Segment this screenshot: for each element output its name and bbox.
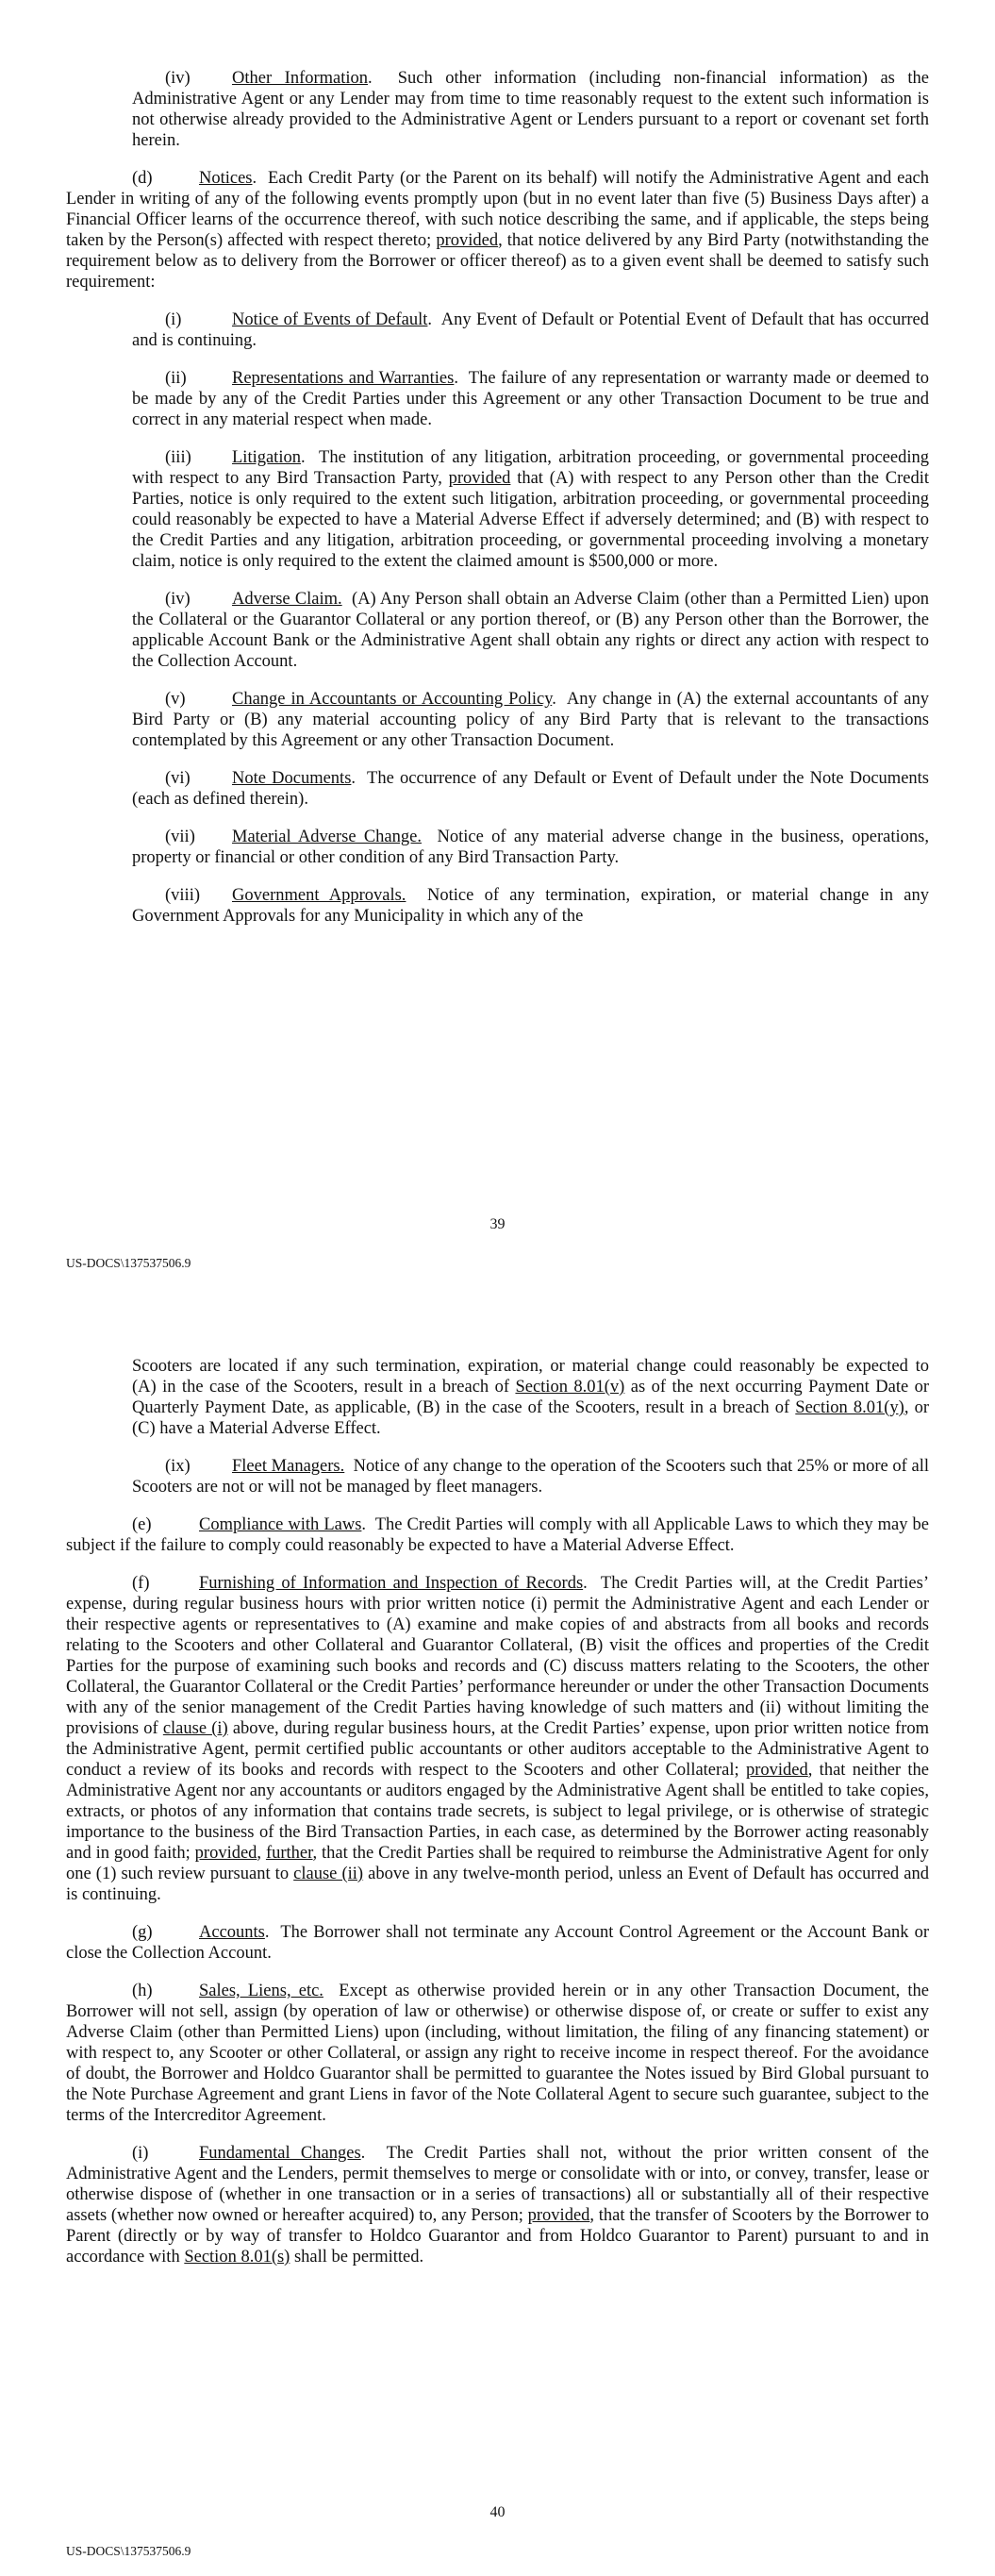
text-run: . The Credit Parties will comply with all Applicable Laws to which they may be subject if the failure to comply could reasonably be expected to have a Material Adverse Effect.: [66, 1515, 929, 1555]
underlined-text: provided: [436, 231, 499, 250]
underlined-text: Furnishing of Information and Inspection of Records: [199, 1574, 584, 1593]
document-id-footer: US-DOCS\137537506.9: [66, 1256, 191, 1270]
underlined-text: Compliance with Laws: [199, 1515, 362, 1534]
text-run: . Any Event of Default or Potential Event of Default that has occurred and is continuing.: [132, 310, 929, 350]
text-run: . The Credit Parties shall not, without the prior written consent of the Administrative Agent and the Lenders, permit themselves to merge or consolidate with or into, or convey, transfer, lease or otherwise dispose of (whether in one transaction or in a series of transactions) all or substantially all of their respective assets (whether now owned or hereafter acquired) to, any Person;: [66, 2144, 929, 2225]
text-run: Notice of any material adverse change in the business, operations, property or financial or other condition of any Bird Transaction Party.: [132, 828, 929, 867]
text-run: , that the transfer of Scooters by the Borrower to Parent (directly or by way of transfer to Holdco Guarantor and from Holdco Guarantor to Parent) pursuant to and in accordance with: [66, 2206, 929, 2267]
text-run: , that the Credit Parties shall be required to reimburse the Administrative Agent for only one (1) such review pursuant to: [66, 1844, 929, 1883]
text-run: Except as otherwise provided herein or in any other Transaction Document, the Borrower will not sell, assign (by operation of law or otherwise) or otherwise dispose of, or create or suffer to exist any Adverse Claim (other than Permitted Liens) upon (including, without limitation, the filing of any financing statement) or with respect to, any Scooter or other Collateral, or assign any right to receive income in respect thereof. For the avoidance of doubt, the Borrower and Holdco Guarantor shall be permitted to guarantee the Notes issued by Bird Global pursuant to the Note Purchase Agreement and grant Liens in favor of the Note Collateral Agent to secure such guarantee, subject to the terms of the Intercreditor Agreement.: [66, 1982, 929, 2125]
underlined-text: provided: [527, 2206, 590, 2225]
clause-label: (iii): [165, 448, 191, 467]
text-run: . The occurrence of any Default or Event of Default under the Note Documents (each as defined therein).: [132, 769, 929, 809]
clause-label: (i): [165, 310, 182, 329]
underlined-text: Section 8.01(v): [515, 1378, 625, 1397]
paragraph: [132, 447, 929, 572]
underlined-text: Change in Accountants or Accounting Policy: [232, 690, 553, 709]
clause-label: (ii): [165, 369, 187, 388]
text-run: . Such other information (including non-financial information) as the Administrative Agent or any Lender may from time to time reasonably request to the extent such information is not otherwise already provided to the Administrative Agent or Lenders pursuant to a report or covenant set forth herein.: [132, 69, 929, 150]
text-run: , that notice delivered by any Bird Party (notwithstanding the requirement below as to delivery from the Borrower or officer thereof) as to a given event shall be deemed to satisfy such requirement:: [66, 231, 929, 292]
underlined-text: clause (ii): [293, 1865, 364, 1883]
text-run: shall be permitted.: [290, 2248, 424, 2267]
underlined-text: Notices: [199, 169, 253, 188]
text-run: as of the next occurring Payment Date or Quarterly Payment Date, as applicable, (B) in the case of the Scooters, result in a breach of: [132, 1378, 930, 1417]
text-run: (A) Any Person shall obtain an Adverse Claim (other than a Permitted Lien) upon the Collateral or the Guarantor Collateral or any portion thereof, or (B) any Person other than the Borrower, the applicable Account Bank or the Administrative Agent shall obtain any rights or direct any action with respect to the Collection Account.: [132, 590, 929, 671]
document-id-footer: US-DOCS\137537506.9: [66, 2544, 191, 2558]
clause-label: (g): [132, 1923, 153, 1942]
underlined-text: provided: [745, 1761, 808, 1780]
text-run: . The Borrower shall not terminate any Account Control Agreement or the Account Bank or close the Collection Account.: [66, 1923, 929, 1963]
underlined-text: Representations and Warranties: [232, 369, 455, 388]
text-run: . The institution of any litigation, arbitration proceeding, or governmental proceeding with respect to any Bird Transaction Party,: [132, 448, 929, 488]
paragraph: [132, 589, 929, 672]
paragraph: [66, 1573, 929, 1905]
paragraph: [66, 1981, 929, 2126]
clause-label: (viii): [165, 886, 200, 905]
page-content: [66, 1356, 929, 2267]
paragraph: [132, 1356, 929, 1439]
paragraph: [132, 68, 929, 151]
paragraph: [132, 768, 929, 810]
text-run: Notice of any change to the operation of the Scooters such that 25% or more of all Scooters are not or will not be managed by fleet managers.: [132, 1457, 930, 1497]
underlined-text: Sales, Liens, etc.: [199, 1982, 323, 2000]
underlined-text: provided: [448, 469, 511, 488]
clause-label: (v): [165, 690, 186, 709]
text-run: , or (C) have a Material Adverse Effect.: [132, 1398, 929, 1438]
clause-label: (iv): [165, 69, 191, 88]
text-run: . Each Credit Party (or the Parent on its behalf) will notify the Administrative Agent and each Lender in writing of any of the following events promptly upon (but in no event later than five (5) Business Days after) a Financial Officer learns of the occurrence thereof, with such notice describing the same, and if applicable, the steps being taken by the Person(s) affected with respect thereto;: [66, 169, 929, 250]
underlined-text: Notice of Events of Default: [232, 310, 428, 329]
underlined-text: Section 8.01(y): [795, 1398, 904, 1417]
underlined-text: further: [265, 1844, 313, 1863]
paragraph: [132, 368, 929, 430]
underlined-text: Government Approvals.: [232, 886, 406, 905]
text-run: above in any twelve-month period, unless an Event of Default has occurred and is continuing.: [66, 1865, 929, 1904]
paragraph: [132, 309, 929, 351]
paragraph: [132, 689, 929, 751]
paragraph: [66, 1514, 929, 1556]
text-run: . Any change in (A) the external accountants of any Bird Party or (B) any material accounting policy of any Bird Party that is relevant to the transactions contemplated by this Agreement or any other Transaction Document.: [132, 690, 929, 750]
clause-label: (d): [132, 169, 153, 188]
text-run: above, during regular business hours, at the Credit Parties’ expense, upon prior written notice from the Administrative Agent, permit certified public accountants or other auditors acceptable to the Administrative Agent to conduct a review of its books and records with respect to the Scooters and other Collateral;: [66, 1719, 930, 1780]
paragraph: [66, 168, 929, 293]
text-run: , that neither the Administrative Agent nor any accountants or auditors engaged by the Administrative Agent shall be entitled to take copies, extracts, or photos of any information that contains trade secrets, is subject to legal privilege, or is otherwise of strategic importance to the business of the Bird Transaction Parties, in each case, as determined by the Borrower acting reasonably and in good faith;: [66, 1761, 929, 1863]
underlined-text: Fundamental Changes: [199, 2144, 361, 2163]
clause-label: (f): [132, 1574, 150, 1593]
text-run: Scooters are located if any such termination, expiration, or material change could reasonably be expected to (A) in the case of the Scooters, result in a breach of: [132, 1357, 929, 1397]
clause-label: (i): [132, 2144, 149, 2163]
page-number: 40: [489, 2504, 506, 2520]
text-run: that (A) with respect to any Person other than the Credit Parties, notice is only required to the extent such litigation, arbitration proceeding, or governmental proceeding could reasonably be expected to have a Material Adverse Effect if adversely determined; and (B) with respect to the Credit Parties and any litigation, arbitration proceeding, or governmental proceeding involving a monetary claim, notice is only required to the extent the claimed amount is $500,000 or more.: [132, 469, 929, 571]
clause-label: (ix): [165, 1457, 191, 1476]
paragraph: [66, 1922, 929, 1964]
underlined-text: Litigation: [232, 448, 301, 467]
clause-label: (vi): [165, 769, 191, 788]
underlined-text: Note Documents: [232, 769, 352, 788]
clause-label: (e): [132, 1515, 152, 1534]
underlined-text: Fleet Managers.: [232, 1457, 345, 1476]
underlined-text: Other Information: [232, 69, 369, 88]
page-number: 39: [489, 1216, 506, 1232]
text-run: Notice of any termination, expiration, or material change in any Government Approvals for any Municipality in which any of the: [132, 886, 929, 926]
paragraph: [132, 827, 929, 868]
clause-label: (vii): [165, 828, 195, 846]
underlined-text: provided: [194, 1844, 257, 1863]
text-run: . The failure of any representation or warranty made or deemed to be made by any of the Credit Parties under this Agreement or any other Transaction Document to be true and correct in any material respect when made.: [132, 369, 929, 429]
page-content: [66, 68, 929, 927]
page-40: [0, 1288, 995, 2576]
underlined-text: Adverse Claim.: [232, 590, 342, 609]
underlined-text: clause (i): [162, 1719, 228, 1738]
clause-label: (h): [132, 1982, 153, 2000]
underlined-text: Section 8.01(s): [184, 2248, 290, 2267]
underlined-text: Material Adverse Change.: [232, 828, 422, 846]
paragraph: [132, 1456, 929, 1497]
text-run: . The Credit Parties will, at the Credit Parties’ expense, during regular business hours with prior written notice (i) permit the Administrative Agent and each Lender or their respective agents or representatives to (A) examine and make copies of and abstracts from all books and records relating to the Scooters and other Collateral and Guarantor Collateral, (B) visit the offices and properties of the Credit Parties for the purpose of examining such books and records and (C) discuss matters relating to the Scooters, the other Collateral, the Guarantor Collateral or the Credit Parties’ performance hereunder or under the other Transaction Documents with any of the senior management of the Credit Parties having knowledge of such matters and (ii) without limiting the provisions of: [66, 1574, 929, 1738]
text-run: ,: [257, 1844, 266, 1863]
clause-label: (iv): [165, 590, 191, 609]
paragraph: [132, 885, 929, 927]
underlined-text: Accounts: [199, 1923, 265, 1942]
paragraph: [66, 2143, 929, 2267]
